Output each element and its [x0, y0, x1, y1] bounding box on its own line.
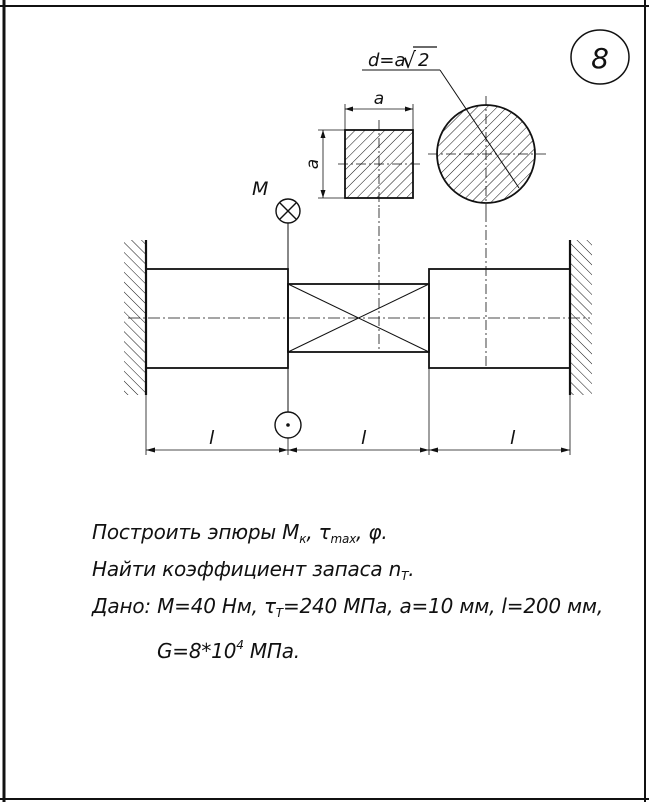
problem-number-text: 8 — [591, 42, 609, 75]
span-label-2: l — [361, 427, 367, 449]
task-line-2: Найти коэффициент запаса $n_T$. — [92, 557, 415, 583]
diameter-label-text: d=a — [368, 50, 406, 71]
circle-section — [428, 96, 546, 212]
sqrt-symbol: √ — [402, 49, 417, 74]
left-wall-support — [124, 240, 146, 395]
shaft-right-segment — [429, 269, 570, 368]
moment-label: M — [252, 178, 269, 200]
moment-out-symbol — [275, 412, 301, 438]
length-dimensions — [146, 368, 570, 455]
problem-number-badge — [571, 30, 629, 84]
side-label-left: a — [303, 158, 323, 170]
sqrt-argument: 2 — [418, 50, 430, 71]
task-line-1: Построить эпюры $M_к$, $\tau_{max}$, φ. — [92, 520, 388, 546]
right-wall-support — [570, 240, 592, 395]
side-label-top: a — [373, 89, 385, 109]
task-line-4: $G=8*10^4$ МПа. — [157, 638, 300, 663]
square-section — [303, 89, 420, 208]
task-line-3: Дано: M=40 Нм, $\tau_T=240$ МПа, a=10 мм, l=200 мм, — [92, 594, 603, 620]
span-label-1: l — [209, 427, 215, 449]
applied-moment — [252, 178, 301, 438]
shaft-left-segment — [146, 269, 288, 368]
span-label-3: l — [510, 427, 516, 449]
moment-into-symbol — [276, 199, 300, 223]
